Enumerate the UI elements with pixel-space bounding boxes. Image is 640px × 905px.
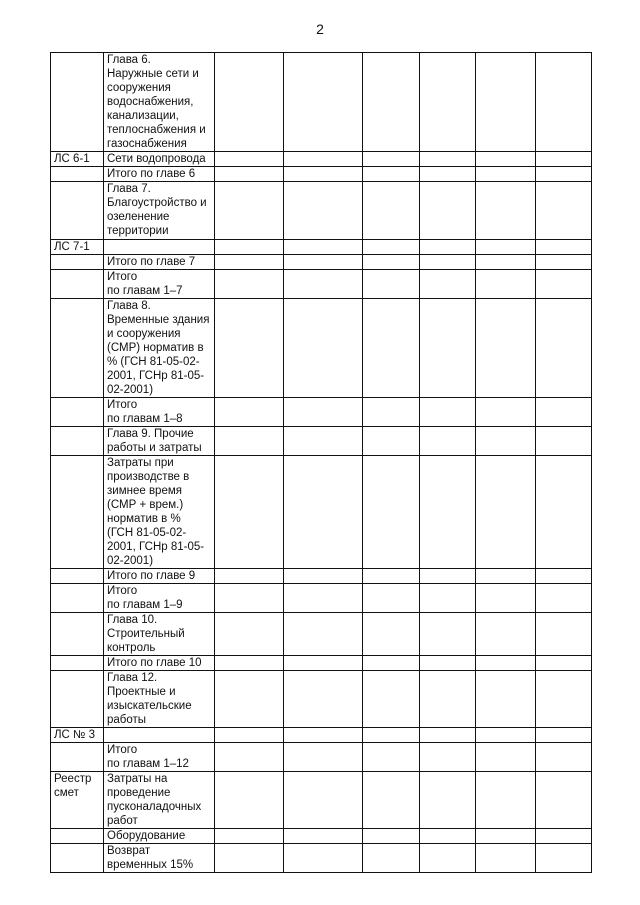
cell-empty-value [284, 613, 363, 656]
cell-empty-value [284, 270, 363, 299]
cell-empty-value [215, 671, 284, 728]
table-row [51, 427, 592, 456]
cell-empty-value [476, 299, 536, 398]
cell-empty-value [420, 427, 476, 456]
cell-estimate-code [51, 743, 104, 772]
cell-empty-value [420, 456, 476, 569]
cell-empty-value [284, 255, 363, 270]
cell-estimate-code [51, 270, 104, 299]
cell-empty-value [363, 844, 420, 873]
cell-empty-value [420, 613, 476, 656]
cell-empty-value [215, 772, 284, 829]
cell-empty-value [536, 671, 592, 728]
cell-empty-value [215, 240, 284, 255]
cell-item-name: Итого по главам 1–8 [104, 398, 215, 427]
cell-empty-value [420, 299, 476, 398]
cell-empty-value [536, 656, 592, 671]
cell-empty-value [284, 671, 363, 728]
cell-empty-value [476, 728, 536, 743]
cell-item-name: Глава 9. Прочие работы и затраты [104, 427, 215, 456]
cell-estimate-code [51, 656, 104, 671]
cell-empty-value [536, 398, 592, 427]
cell-estimate-code [51, 255, 104, 270]
cell-item-name: Итого по главе 9 [104, 569, 215, 584]
cell-empty-value [476, 613, 536, 656]
cell-empty-value [215, 829, 284, 844]
cell-empty-value [363, 584, 420, 613]
cell-empty-value [215, 270, 284, 299]
cell-empty-value [476, 829, 536, 844]
cell-empty-value [215, 584, 284, 613]
cell-empty-value [476, 584, 536, 613]
cell-item-name: Затраты при производстве в зимнее время (СМР + врем.) норматив в % (ГСН 81-05-02- 2001, ГСНр 81-05- 02-2001) [104, 456, 215, 569]
cell-empty-value [536, 255, 592, 270]
cell-empty-value [284, 299, 363, 398]
cell-empty-value [363, 152, 420, 167]
cell-estimate-code [51, 167, 104, 182]
cell-empty-value [215, 53, 284, 152]
cell-empty-value [363, 569, 420, 584]
cell-empty-value [476, 656, 536, 671]
table-row [51, 152, 592, 167]
cell-item-name: Итого по главе 6 [104, 167, 215, 182]
table-row [51, 613, 592, 656]
cell-empty-value [363, 656, 420, 671]
cell-empty-value [420, 152, 476, 167]
cell-estimate-code [51, 829, 104, 844]
cell-empty-value [284, 584, 363, 613]
cell-empty-value [363, 398, 420, 427]
cell-empty-value [363, 270, 420, 299]
cell-estimate-code: ЛС 6-1 [51, 152, 104, 167]
cell-estimate-code: ЛС 7-1 [51, 240, 104, 255]
cell-empty-value [420, 671, 476, 728]
cell-empty-value [536, 829, 592, 844]
cell-empty-value [363, 255, 420, 270]
cell-empty-value [476, 182, 536, 240]
cell-empty-value [536, 743, 592, 772]
table-row [51, 728, 592, 743]
cell-empty-value [284, 398, 363, 427]
cell-empty-value [284, 772, 363, 829]
cell-empty-value [215, 299, 284, 398]
cell-empty-value [284, 844, 363, 873]
cell-empty-value [536, 240, 592, 255]
cell-empty-value [476, 53, 536, 152]
table-row [51, 240, 592, 255]
table-row [51, 656, 592, 671]
cell-item-name: Глава 8. Временные здания и сооружения (СМР) норматив в % (ГСН 81-05-02- 2001, ГСНр 81-05- 02-2001) [104, 299, 215, 398]
table-row [51, 829, 592, 844]
cell-empty-value [215, 569, 284, 584]
cell-empty-value [284, 743, 363, 772]
cell-empty-value [363, 743, 420, 772]
cell-item-name [104, 728, 215, 743]
cell-estimate-code [51, 613, 104, 656]
cell-empty-value [420, 584, 476, 613]
cell-empty-value [536, 569, 592, 584]
cell-item-name: Оборудование [104, 829, 215, 844]
cell-empty-value [476, 240, 536, 255]
cell-empty-value [363, 728, 420, 743]
table-row [51, 671, 592, 728]
cell-empty-value [476, 167, 536, 182]
cell-empty-value [536, 53, 592, 152]
table-row [51, 53, 592, 152]
cell-empty-value [420, 255, 476, 270]
cell-estimate-code [51, 844, 104, 873]
cell-empty-value [215, 844, 284, 873]
cell-empty-value [536, 584, 592, 613]
cell-empty-value [420, 772, 476, 829]
table-row [51, 844, 592, 873]
table-row [51, 167, 592, 182]
cell-item-name [104, 240, 215, 255]
cell-empty-value [476, 671, 536, 728]
cell-estimate-code [51, 398, 104, 427]
cell-empty-value [215, 152, 284, 167]
cell-empty-value [215, 427, 284, 456]
table-row [51, 569, 592, 584]
cell-estimate-code [51, 584, 104, 613]
cell-empty-value [363, 299, 420, 398]
cell-empty-value [284, 240, 363, 255]
cell-empty-value [420, 743, 476, 772]
cell-empty-value [215, 255, 284, 270]
cell-empty-value [284, 182, 363, 240]
cell-estimate-code: Реестр смет [51, 772, 104, 829]
table-row [51, 456, 592, 569]
cell-empty-value [363, 427, 420, 456]
table-row [51, 772, 592, 829]
cell-empty-value [215, 743, 284, 772]
cell-estimate-code [51, 427, 104, 456]
cell-empty-value [476, 255, 536, 270]
cell-empty-value [536, 427, 592, 456]
cell-item-name: Глава 10. Строительный контроль [104, 613, 215, 656]
table-row [51, 255, 592, 270]
cell-empty-value [284, 569, 363, 584]
cell-empty-value [284, 427, 363, 456]
cell-empty-value [420, 240, 476, 255]
cell-empty-value [536, 270, 592, 299]
cell-empty-value [536, 844, 592, 873]
page-number: 2 [316, 21, 324, 37]
cell-empty-value [420, 398, 476, 427]
cell-empty-value [536, 152, 592, 167]
cell-empty-value [284, 829, 363, 844]
cell-empty-value [536, 299, 592, 398]
cell-estimate-code [51, 53, 104, 152]
cell-empty-value [476, 844, 536, 873]
cell-empty-value [363, 240, 420, 255]
cell-empty-value [284, 53, 363, 152]
cell-empty-value [536, 728, 592, 743]
cell-empty-value [215, 398, 284, 427]
cell-item-name: Итого по главе 7 [104, 255, 215, 270]
cell-empty-value [476, 270, 536, 299]
cell-empty-value [536, 772, 592, 829]
cell-item-name: Сети водопровода [104, 152, 215, 167]
cell-empty-value [363, 167, 420, 182]
cell-empty-value [215, 456, 284, 569]
cell-estimate-code [51, 569, 104, 584]
table-row [51, 584, 592, 613]
cell-empty-value [420, 829, 476, 844]
cell-empty-value [363, 671, 420, 728]
cell-empty-value [420, 656, 476, 671]
cell-empty-value [476, 427, 536, 456]
cell-empty-value [284, 167, 363, 182]
cell-empty-value [536, 613, 592, 656]
cell-empty-value [476, 743, 536, 772]
cell-estimate-code [51, 456, 104, 569]
cell-item-name: Итого по главе 10 [104, 656, 215, 671]
table-row [51, 182, 592, 240]
cell-empty-value [363, 53, 420, 152]
table-row [51, 743, 592, 772]
cell-empty-value [363, 456, 420, 569]
cell-empty-value [215, 656, 284, 671]
cell-item-name: Затраты на проведение пусконаладочных работ [104, 772, 215, 829]
cell-item-name: Глава 6. Наружные сети и сооружения водоснабжения, канализации, теплоснабжения и газоснабжения [104, 53, 215, 152]
cell-item-name: Возврат временных 15% [104, 844, 215, 873]
cell-item-name: Глава 7. Благоустройство и озеленение территории [104, 182, 215, 240]
cell-empty-value [420, 844, 476, 873]
table-row [51, 270, 592, 299]
cell-empty-value [536, 167, 592, 182]
estimate-table [50, 52, 592, 873]
cell-item-name: Итого по главам 1–9 [104, 584, 215, 613]
cell-item-name: Глава 12. Проектные и изыскательские работы [104, 671, 215, 728]
cell-empty-value [215, 182, 284, 240]
cell-empty-value [215, 613, 284, 656]
cell-empty-value [215, 728, 284, 743]
cell-empty-value [363, 613, 420, 656]
cell-empty-value [420, 53, 476, 152]
cell-item-name: Итого по главам 1–12 [104, 743, 215, 772]
cell-empty-value [476, 152, 536, 167]
cell-empty-value [284, 728, 363, 743]
cell-empty-value [476, 772, 536, 829]
cell-empty-value [420, 270, 476, 299]
cell-empty-value [476, 398, 536, 427]
cell-empty-value [536, 456, 592, 569]
cell-empty-value [420, 569, 476, 584]
cell-empty-value [420, 182, 476, 240]
cell-empty-value [363, 829, 420, 844]
cell-empty-value [476, 569, 536, 584]
cell-empty-value [363, 772, 420, 829]
cell-item-name: Итого по главам 1–7 [104, 270, 215, 299]
cell-empty-value [215, 167, 284, 182]
table-row [51, 299, 592, 398]
cell-estimate-code [51, 671, 104, 728]
cell-estimate-code [51, 299, 104, 398]
cell-empty-value [284, 456, 363, 569]
cell-estimate-code: ЛС № 3 [51, 728, 104, 743]
cell-empty-value [420, 167, 476, 182]
cell-empty-value [420, 728, 476, 743]
cell-estimate-code [51, 182, 104, 240]
cell-empty-value [476, 456, 536, 569]
cell-empty-value [284, 152, 363, 167]
cell-empty-value [536, 182, 592, 240]
cell-empty-value [363, 182, 420, 240]
cell-empty-value [284, 656, 363, 671]
table-row [51, 398, 592, 427]
